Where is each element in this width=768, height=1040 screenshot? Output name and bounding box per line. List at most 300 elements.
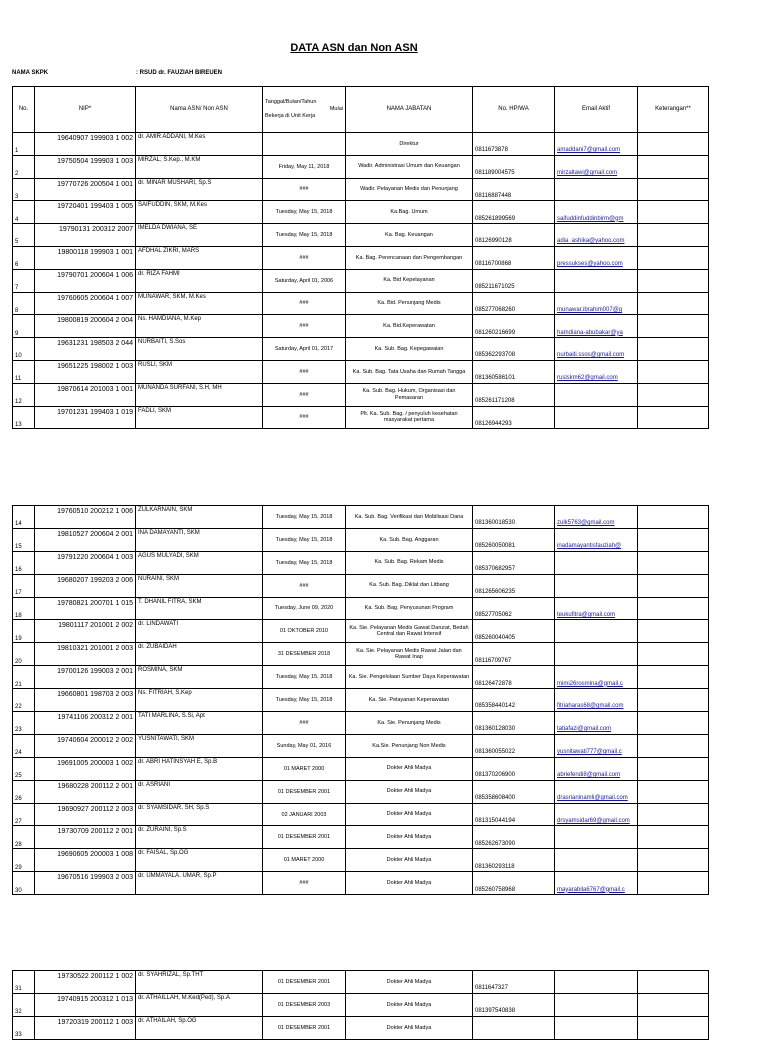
row-keterangan bbox=[638, 643, 709, 666]
table-row bbox=[13, 506, 709, 529]
row-no: 10 bbox=[13, 338, 35, 361]
row-hp: 08116709767 bbox=[473, 643, 555, 666]
row-nama: dr. ATHAILLAH, M.Ked(Ped), Sp.A bbox=[136, 994, 263, 1017]
row-email[interactable]: saifuddinfuddinbirm@gm bbox=[555, 201, 638, 224]
row-email bbox=[555, 643, 638, 666]
row-hp: 085261171208 bbox=[473, 383, 555, 406]
row-email bbox=[555, 849, 638, 872]
row-tanggal: ### bbox=[263, 406, 346, 429]
row-keterangan bbox=[638, 528, 709, 551]
row-tanggal: Saturday, April 01, 2006 bbox=[263, 269, 346, 292]
row-no: 15 bbox=[13, 528, 35, 551]
row-nama: NURAINI, SKM bbox=[136, 574, 263, 597]
row-no: 12 bbox=[13, 383, 35, 406]
table-row bbox=[13, 780, 709, 803]
row-jabatan: Ka. Sub. Bag. Verifikasi dan Mobilisasi Dana bbox=[346, 506, 473, 529]
row-jabatan: Dokter Ahli Madya bbox=[346, 994, 473, 1017]
row-hp: 08126944293 bbox=[473, 406, 555, 429]
row-nama: dr. AMIR ADDANI, M.Kes bbox=[136, 133, 263, 156]
row-tanggal: Saturday, April 01, 2017 bbox=[263, 338, 346, 361]
row-email[interactable]: drasrianinamli@gmail.com bbox=[555, 780, 638, 803]
table-row bbox=[13, 360, 709, 383]
row-email bbox=[555, 826, 638, 849]
row-email[interactable]: abriefendi8@gmail.com bbox=[555, 757, 638, 780]
row-jabatan: Ka. Sie. Pengelolaan Sumber Daya Keperawatan bbox=[346, 666, 473, 689]
row-tanggal: 01 OKTOBER 2010 bbox=[263, 620, 346, 643]
row-hp: 085261899569 bbox=[473, 201, 555, 224]
row-email[interactable]: ruslskm62@gmail.com bbox=[555, 360, 638, 383]
row-email[interactable]: inadamayantisfauziah@ bbox=[555, 528, 638, 551]
row-keterangan bbox=[638, 620, 709, 643]
row-email[interactable]: teukufitra@gmail.com bbox=[555, 597, 638, 620]
row-nama: T. DHANIL FITRA, SKM bbox=[136, 597, 263, 620]
row-hp: 085370682957 bbox=[473, 551, 555, 574]
row-hp: 081360128030 bbox=[473, 712, 555, 735]
row-keterangan bbox=[638, 872, 709, 895]
row-nip: 19670516 199903 2 003 bbox=[35, 872, 136, 895]
row-nama: ROSMINA, SKM bbox=[136, 666, 263, 689]
row-jabatan: Ka. Bag. Keuangan bbox=[346, 224, 473, 247]
row-hp: 081265606235 bbox=[473, 574, 555, 597]
row-nama: dr. ZUBAIDAH bbox=[136, 643, 263, 666]
row-jabatan: Wadir. Pelayanan Medis dan Penunjang bbox=[346, 178, 473, 201]
header-tanggal-line3: Bekerja di Unit Kerja bbox=[265, 113, 316, 120]
row-email[interactable]: mirzaltawi@gmail.com bbox=[555, 155, 638, 178]
row-tanggal: Sunday, May 01, 2016 bbox=[263, 734, 346, 757]
row-tanggal: 01 DESEMBER 2001 bbox=[263, 971, 346, 994]
row-no: 18 bbox=[13, 597, 35, 620]
row-keterangan bbox=[638, 849, 709, 872]
table-row bbox=[13, 269, 709, 292]
row-hp: 08116700868 bbox=[473, 246, 555, 269]
row-no: 23 bbox=[13, 712, 35, 735]
row-keterangan bbox=[638, 666, 709, 689]
row-jabatan: Ka. Sie. Pelayanan Keperawatan bbox=[346, 689, 473, 712]
row-hp: 081360586101 bbox=[473, 360, 555, 383]
row-no: 9 bbox=[13, 315, 35, 338]
row-tanggal: 31 DESEMBER 2018 bbox=[263, 643, 346, 666]
row-nama: INA DAMAYANTI, SKM bbox=[136, 528, 263, 551]
row-hp: 081360055022 bbox=[473, 734, 555, 757]
row-nama: Ns. FITRIAH, S.Kep bbox=[136, 689, 263, 712]
row-nama: YUSNITAWATI, SKM bbox=[136, 734, 263, 757]
row-hp: 0811647327 bbox=[473, 971, 555, 994]
row-tanggal: 01 DESEMBER 2003 bbox=[263, 994, 346, 1017]
row-nama: IMELDA DWIANA, SE bbox=[136, 224, 263, 247]
row-no: 14 bbox=[13, 506, 35, 529]
row-nama: MIRZAL, S.Kep., M.KM bbox=[136, 155, 263, 178]
row-nama: NURBAITI, S.Sos bbox=[136, 338, 263, 361]
row-nip: 19690927 200112 2 003 bbox=[35, 803, 136, 826]
row-keterangan bbox=[638, 224, 709, 247]
row-nama: ZULKARNAIN, SKM bbox=[136, 506, 263, 529]
row-no: 21 bbox=[13, 666, 35, 689]
row-tanggal: 01 DESEMBER 2001 bbox=[263, 1017, 346, 1040]
row-jabatan: Dokter Ahli Madya bbox=[346, 872, 473, 895]
row-hp: 0811673878 bbox=[473, 133, 555, 156]
asn-table-page-2 bbox=[12, 505, 709, 895]
row-keterangan bbox=[638, 360, 709, 383]
header-email: Email Aktif bbox=[555, 87, 638, 133]
row-nip: 19780821 200701 1 015 bbox=[35, 597, 136, 620]
table-row bbox=[13, 551, 709, 574]
row-nip: 19680207 199203 2 006 bbox=[35, 574, 136, 597]
row-no: 20 bbox=[13, 643, 35, 666]
row-nip: 19701231 199403 1 019 bbox=[35, 406, 136, 429]
row-no: 27 bbox=[13, 803, 35, 826]
row-hp: 085262673090 bbox=[473, 826, 555, 849]
table-row bbox=[13, 338, 709, 361]
row-no: 7 bbox=[13, 269, 35, 292]
row-nip: 19810321 201001 2 003 bbox=[35, 643, 136, 666]
row-nip: 19660801 198703 2 003 bbox=[35, 689, 136, 712]
row-no: 8 bbox=[13, 292, 35, 315]
row-email[interactable]: yusnitawati777@gmail.c bbox=[555, 734, 638, 757]
row-hp: 08116887448 bbox=[473, 178, 555, 201]
row-email[interactable]: fitriaharas68@gmail.com bbox=[555, 689, 638, 712]
header-no: No. bbox=[13, 87, 35, 133]
row-no: 16 bbox=[13, 551, 35, 574]
row-no: 13 bbox=[13, 406, 35, 429]
row-jabatan: Ka.Bag. Umum bbox=[346, 201, 473, 224]
table-row bbox=[13, 383, 709, 406]
row-nama: dr. LINDAWATI bbox=[136, 620, 263, 643]
row-keterangan bbox=[638, 734, 709, 757]
row-nip: 19700126 199003 2 001 bbox=[35, 666, 136, 689]
row-keterangan bbox=[638, 383, 709, 406]
row-hp: 081260216699 bbox=[473, 315, 555, 338]
row-tanggal: Tuesday, May 15, 2018 bbox=[263, 528, 346, 551]
table-row bbox=[13, 994, 709, 1017]
row-nip: 19680228 200112 2 001 bbox=[35, 780, 136, 803]
row-keterangan bbox=[638, 315, 709, 338]
row-jabatan: Dokter Ahli Madya bbox=[346, 1017, 473, 1040]
row-nip: 19691005 200003 1 002 bbox=[35, 757, 136, 780]
row-nip: 19750504 199903 1 003 bbox=[35, 155, 136, 178]
row-no: 19 bbox=[13, 620, 35, 643]
row-hp: 081189004575 bbox=[473, 155, 555, 178]
row-keterangan bbox=[638, 971, 709, 994]
row-tanggal: Tuesday, May 15, 2018 bbox=[263, 551, 346, 574]
table-row bbox=[13, 178, 709, 201]
row-no: 4 bbox=[13, 201, 35, 224]
row-no: 6 bbox=[13, 246, 35, 269]
table-row bbox=[13, 597, 709, 620]
row-tanggal: 02 JANUARI 2003 bbox=[263, 803, 346, 826]
row-nama: dr. SYAHRIZAL, Sp.THT bbox=[136, 971, 263, 994]
row-tanggal: Tuesday, May 15, 2018 bbox=[263, 666, 346, 689]
row-no: 5 bbox=[13, 224, 35, 247]
row-jabatan: Ka. Sub. Bag. Rekam Medis bbox=[346, 551, 473, 574]
row-email[interactable]: amaddani7@gmail.com bbox=[555, 133, 638, 156]
row-tanggal: Tuesday, May 15, 2018 bbox=[263, 689, 346, 712]
table-row bbox=[13, 406, 709, 429]
row-keterangan bbox=[638, 406, 709, 429]
row-hp: 085362293708 bbox=[473, 338, 555, 361]
row-tanggal: Tuesday, May 15, 2018 bbox=[263, 506, 346, 529]
row-nama: MUNANDA SURFANI, S.H, MH bbox=[136, 383, 263, 406]
row-email[interactable]: tatiafazi@gmail.com bbox=[555, 712, 638, 735]
row-no: 25 bbox=[13, 757, 35, 780]
row-hp: 081360293118 bbox=[473, 849, 555, 872]
row-keterangan bbox=[638, 1017, 709, 1040]
row-email[interactable]: mimi26rosmina@gmail.c bbox=[555, 666, 638, 689]
row-nama: dr. ATHAILAH, Sp.OG bbox=[136, 1017, 263, 1040]
row-nip: 19720319 200112 1 003 bbox=[35, 1017, 136, 1040]
row-email bbox=[555, 178, 638, 201]
row-tanggal: ### bbox=[263, 383, 346, 406]
row-tanggal: ### bbox=[263, 574, 346, 597]
table-row bbox=[13, 666, 709, 689]
row-tanggal: ### bbox=[263, 712, 346, 735]
row-jabatan: Dokter Ahli Madya bbox=[346, 757, 473, 780]
row-jabatan: Ka. Sub. Bag. Tata Usaha dan Rumah Tangga bbox=[346, 360, 473, 383]
row-no: 32 bbox=[13, 994, 35, 1017]
table-row bbox=[13, 133, 709, 156]
row-tanggal bbox=[263, 133, 346, 156]
table-row bbox=[13, 849, 709, 872]
row-jabatan: Ka. Sub. Bag. Penyusunan Program bbox=[346, 597, 473, 620]
table-row bbox=[13, 872, 709, 895]
row-no: 11 bbox=[13, 360, 35, 383]
row-keterangan bbox=[638, 133, 709, 156]
row-nama: dr. MINAR MUSHARI, Sp.S bbox=[136, 178, 263, 201]
row-jabatan: Direktur bbox=[346, 133, 473, 156]
row-tanggal: ### bbox=[263, 292, 346, 315]
row-keterangan bbox=[638, 269, 709, 292]
header-tanggal bbox=[263, 87, 346, 133]
row-nip: 19790701 200604 1 006 bbox=[35, 269, 136, 292]
row-nama: SAIFUDDIN, SKM, M.Kes bbox=[136, 201, 263, 224]
row-jabatan: Ka. Bag. Perencanaan dan Pengembangan bbox=[346, 246, 473, 269]
row-hp: 085260758968 bbox=[473, 872, 555, 895]
row-email[interactable]: hamdiana-abubakar@ya bbox=[555, 315, 638, 338]
row-jabatan: Ka.Sie. Penunjang Non Medis bbox=[346, 734, 473, 757]
table-row bbox=[13, 971, 709, 994]
row-keterangan bbox=[638, 574, 709, 597]
row-no: 31 bbox=[13, 971, 35, 994]
row-keterangan bbox=[638, 780, 709, 803]
row-no: 24 bbox=[13, 734, 35, 757]
row-keterangan bbox=[638, 292, 709, 315]
header-jabatan: NAMA JABATAN bbox=[346, 87, 473, 133]
row-hp: 08126472878 bbox=[473, 666, 555, 689]
row-keterangan bbox=[638, 712, 709, 735]
row-no: 26 bbox=[13, 780, 35, 803]
row-nip: 19690605 200003 1 008 bbox=[35, 849, 136, 872]
table-row bbox=[13, 620, 709, 643]
table-row bbox=[13, 315, 709, 338]
row-keterangan bbox=[638, 757, 709, 780]
row-keterangan bbox=[638, 338, 709, 361]
row-nip: 19730522 200112 1 002 bbox=[35, 971, 136, 994]
row-nama: dr. SYAMSIDAR, SH, Sp.S bbox=[136, 803, 263, 826]
header-nama: Nama ASN/ Non ASN bbox=[136, 87, 263, 133]
table-row bbox=[13, 757, 709, 780]
table-row bbox=[13, 643, 709, 666]
table-row bbox=[13, 826, 709, 849]
asn-table-page-1 bbox=[12, 86, 709, 429]
row-nip: 19870614 201003 1 001 bbox=[35, 383, 136, 406]
meta-value: : RSUD dr. FAUZIAH BIREUEN bbox=[136, 70, 223, 76]
row-nip: 19770726 200504 1 001 bbox=[35, 178, 136, 201]
row-keterangan bbox=[638, 201, 709, 224]
row-jabatan: Dokter Ahli Madya bbox=[346, 971, 473, 994]
row-jabatan: Ka. Bid. Penunjang Medis bbox=[346, 292, 473, 315]
row-nip: 19801117 201001 2 002 bbox=[35, 620, 136, 643]
page-title: DATA ASN dan Non ASN bbox=[290, 42, 418, 54]
row-nama: MUNAWAR, SKM, M.Kes bbox=[136, 292, 263, 315]
row-nip: 19720401 199403 1 005 bbox=[35, 201, 136, 224]
row-tanggal: ### bbox=[263, 178, 346, 201]
row-keterangan bbox=[638, 155, 709, 178]
table-row bbox=[13, 528, 709, 551]
row-no: 29 bbox=[13, 849, 35, 872]
row-email[interactable]: nurbaiti.ssos@gmail.com bbox=[555, 338, 638, 361]
row-nama: FADLI, SKM bbox=[136, 406, 263, 429]
row-nip: 19791220 200604 1 003 bbox=[35, 551, 136, 574]
row-tanggal: ### bbox=[263, 872, 346, 895]
table-row bbox=[13, 734, 709, 757]
table-row bbox=[13, 292, 709, 315]
row-jabatan: Ka. Bid Kepelayanan bbox=[346, 269, 473, 292]
row-nama: dr. UMMAYALA. UMAR, Sp.P bbox=[136, 872, 263, 895]
row-hp: 081397540838 bbox=[473, 994, 555, 1017]
row-no: 30 bbox=[13, 872, 35, 895]
row-email bbox=[555, 551, 638, 574]
row-nip: 19810527 200604 2 001 bbox=[35, 528, 136, 551]
row-email bbox=[555, 406, 638, 429]
row-tanggal: 01 MARET 2000 bbox=[263, 849, 346, 872]
row-nip: 19741106 200312 2 001 bbox=[35, 712, 136, 735]
row-no: 22 bbox=[13, 689, 35, 712]
row-email[interactable]: zulk5763@gmail.com bbox=[555, 506, 638, 529]
row-nip: 19760605 200604 1 007 bbox=[35, 292, 136, 315]
row-tanggal: ### bbox=[263, 315, 346, 338]
row-jabatan: Ka. Sie. Penunjang Medis bbox=[346, 712, 473, 735]
table-header-row bbox=[13, 87, 709, 133]
row-jabatan: Ka. Bid.Keperawatan bbox=[346, 315, 473, 338]
meta-label: NAMA SKPK bbox=[12, 70, 49, 76]
row-nama: Ns. HAMDIANA, M.Kep bbox=[136, 315, 263, 338]
row-jabatan: Dokter Ahli Madya bbox=[346, 780, 473, 803]
table-row bbox=[13, 803, 709, 826]
row-email[interactable]: mayarabila6767@gmail.c bbox=[555, 872, 638, 895]
row-nip: 19640907 199903 1 002 bbox=[35, 133, 136, 156]
row-nama: dr. RIZA FAHMI bbox=[136, 269, 263, 292]
row-email bbox=[555, 1017, 638, 1040]
row-email bbox=[555, 971, 638, 994]
header-tanggal-line1: Tanggal/Bulan/Tahun bbox=[265, 98, 317, 105]
row-no: 2 bbox=[13, 155, 35, 178]
header-hp: No. HP/WA bbox=[473, 87, 555, 133]
row-hp: 08126990128 bbox=[473, 224, 555, 247]
row-keterangan bbox=[638, 246, 709, 269]
row-keterangan bbox=[638, 803, 709, 826]
row-nip: 19800819 200604 2 004 bbox=[35, 315, 136, 338]
header-nip: NIP* bbox=[35, 87, 136, 133]
row-keterangan bbox=[638, 826, 709, 849]
row-nama: AGUS MULYADI, SKM bbox=[136, 551, 263, 574]
row-email bbox=[555, 574, 638, 597]
table-row bbox=[13, 224, 709, 247]
row-tanggal: Tuesday, May 15, 2018 bbox=[263, 224, 346, 247]
row-jabatan: Ka. Sub. Bag..Diklat dan Litbang bbox=[346, 574, 473, 597]
row-email bbox=[555, 269, 638, 292]
row-nip: 19760510 200212 1 006 bbox=[35, 506, 136, 529]
row-hp: 085358440142 bbox=[473, 689, 555, 712]
row-no: 33 bbox=[13, 1017, 35, 1040]
row-no: 28 bbox=[13, 826, 35, 849]
row-hp: 081370206900 bbox=[473, 757, 555, 780]
row-no: 17 bbox=[13, 574, 35, 597]
row-nip: 19790131 200312 2007 bbox=[35, 224, 136, 247]
table-row bbox=[13, 246, 709, 269]
row-nama: dr. FAISAL, Sp.OG bbox=[136, 849, 263, 872]
row-nama: RUSLI, SKM bbox=[136, 360, 263, 383]
row-hp: 081315044194 bbox=[473, 803, 555, 826]
row-hp: 085260040405 bbox=[473, 620, 555, 643]
row-jabatan: Dokter Ahli Madya bbox=[346, 849, 473, 872]
row-nip: 19730709 200112 2 001 bbox=[35, 826, 136, 849]
row-hp: 085358608400 bbox=[473, 780, 555, 803]
row-jabatan: Dokter Ahli Madya bbox=[346, 826, 473, 849]
row-jabatan: Ka. Sub. Bag. Hukum, Organisasi dan Pemasaran bbox=[346, 383, 473, 406]
row-hp: 085260050081 bbox=[473, 528, 555, 551]
row-keterangan bbox=[638, 178, 709, 201]
header-tanggal-line2: Mulai bbox=[329, 105, 343, 112]
row-hp: 081360018530 bbox=[473, 506, 555, 529]
row-jabatan: Ka. Sub. Bag. Kepegawaian bbox=[346, 338, 473, 361]
row-keterangan bbox=[638, 689, 709, 712]
row-keterangan bbox=[638, 994, 709, 1017]
row-email bbox=[555, 620, 638, 643]
row-email[interactable]: adia_ashika@yahoo.com bbox=[555, 224, 638, 247]
row-no: 3 bbox=[13, 178, 35, 201]
row-nama: dr. ASRIANI bbox=[136, 780, 263, 803]
row-hp bbox=[473, 1017, 555, 1040]
table-row bbox=[13, 574, 709, 597]
table-row bbox=[13, 689, 709, 712]
row-no: 1 bbox=[13, 133, 35, 156]
row-nip: 19651225 198002 1 003 bbox=[35, 360, 136, 383]
row-nama: dr. ABRI HATINSYAH E, Sp.B bbox=[136, 757, 263, 780]
table-row bbox=[13, 1017, 709, 1040]
row-hp: 085277068260 bbox=[473, 292, 555, 315]
row-tanggal: Tuesday, May 15, 2018 bbox=[263, 201, 346, 224]
table-row bbox=[13, 201, 709, 224]
row-tanggal: Friday, May 11, 2018 bbox=[263, 155, 346, 178]
row-email[interactable]: munawar.ibrahim007@g bbox=[555, 292, 638, 315]
row-nama: dr. ZURAINI, Sp.S bbox=[136, 826, 263, 849]
row-email[interactable]: drsyamsidar69@gmail.com bbox=[555, 803, 638, 826]
row-nip: 19800118 199903 1 001 bbox=[35, 246, 136, 269]
row-email[interactable]: pressukses@yahoo.com bbox=[555, 246, 638, 269]
row-tanggal: 01 DESEMBER 2001 bbox=[263, 826, 346, 849]
row-nama: AFDHAL ZIKRI, MARS bbox=[136, 246, 263, 269]
row-nip: 19740915 200312 1 013 bbox=[35, 994, 136, 1017]
row-jabatan: Ka. Sub. Bag. Anggaran bbox=[346, 528, 473, 551]
row-jabatan: Dokter Ahli Madya bbox=[346, 803, 473, 826]
row-nip: 19740604 200012 2 002 bbox=[35, 734, 136, 757]
row-nama: TATI MARLINA, S.Si, Apt bbox=[136, 712, 263, 735]
row-hp: 08527705062 bbox=[473, 597, 555, 620]
row-email bbox=[555, 994, 638, 1017]
row-jabatan: Ka. Sie. Pelayanan Medis Rawat Jalan dan Rawat Inap bbox=[346, 643, 473, 666]
row-tanggal: Tuesday, June 09, 2020 bbox=[263, 597, 346, 620]
row-tanggal: ### bbox=[263, 246, 346, 269]
row-nip: 19631231 198503 2 044 bbox=[35, 338, 136, 361]
